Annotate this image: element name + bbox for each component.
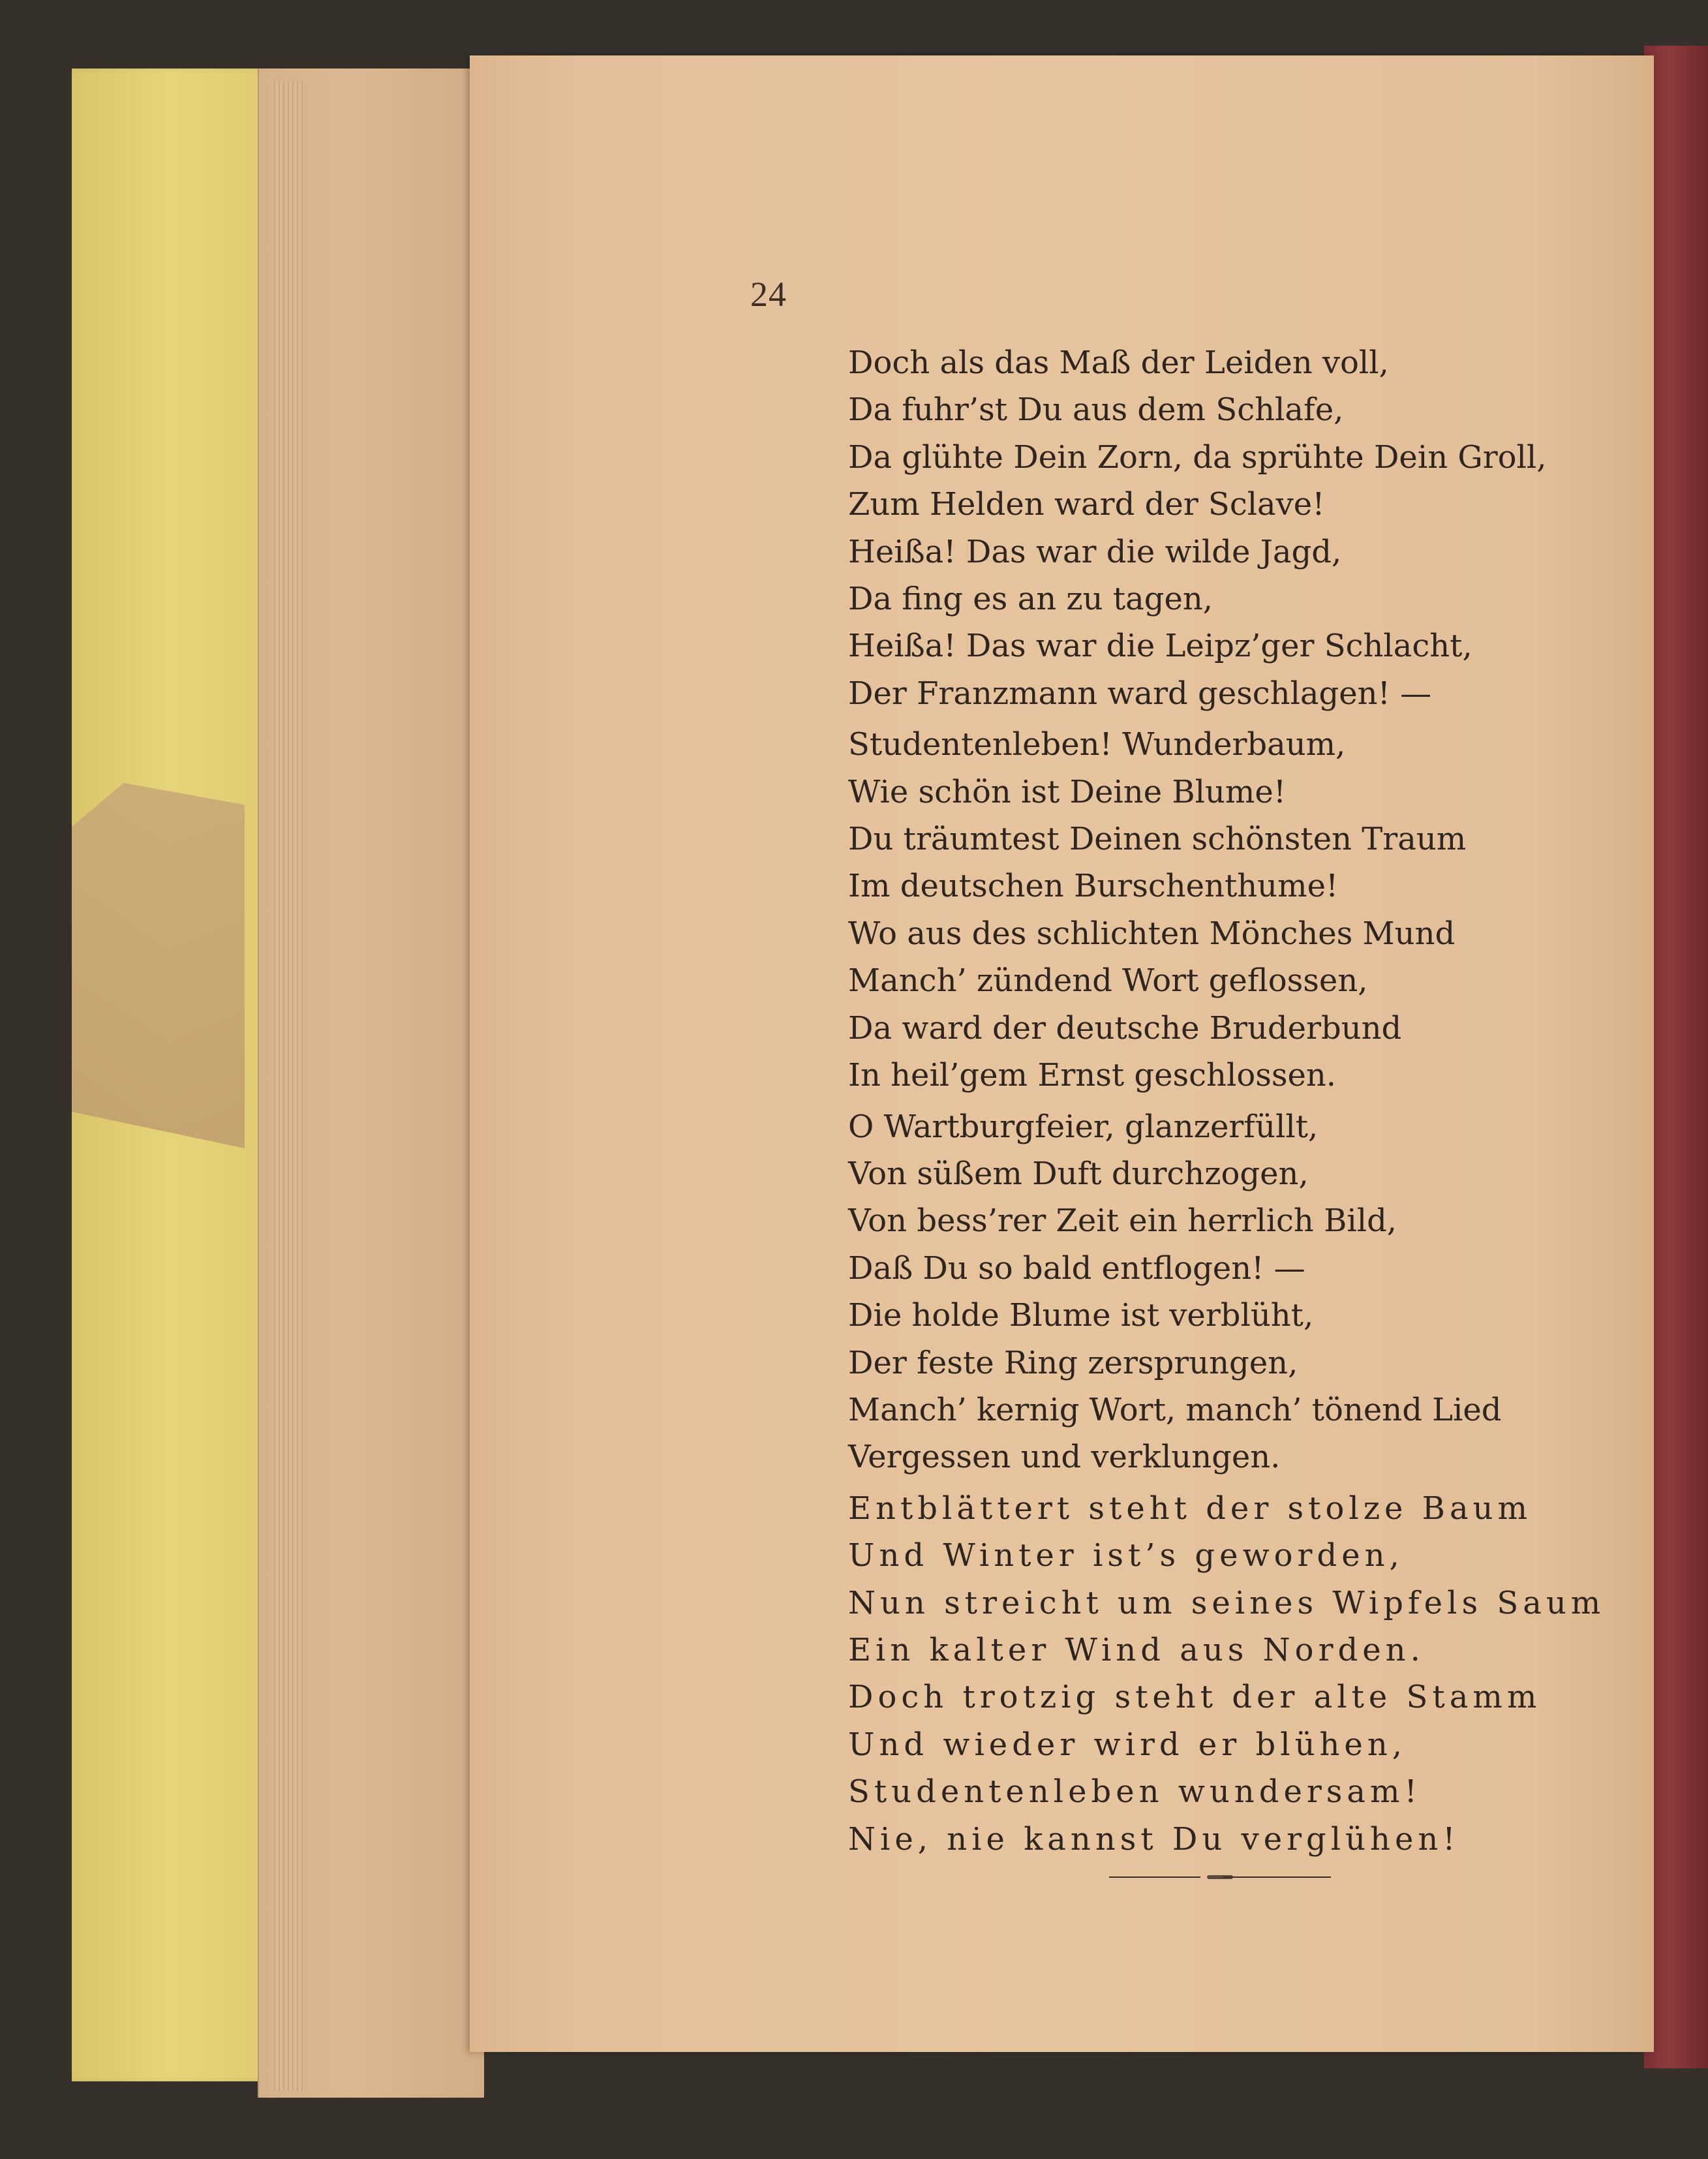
page-number: 24 [750,275,787,314]
stanza-1 [848,339,1618,717]
poem-line: Da ward der deutsche Bruderbund [848,1009,1402,1047]
poem-line: Wo aus des schlichten Mönches Mund [848,915,1456,952]
poem-line: Zum Helden ward der Sclave! [848,486,1325,523]
poem-line: Du träumtest Deinen schönsten Traum [848,821,1467,858]
poem-line: Von süßem Duft durchzogen, [848,1155,1309,1192]
poem-line: Daß Du so bald entflogen! — [848,1249,1305,1287]
poem-line: Die holde Blume ist verblüht, [848,1297,1314,1334]
poem-line: Nie, nie kannst Du verglühen! [848,1820,1460,1858]
poem-line: Da fing es an zu tagen, [848,581,1213,618]
poem-line: O Wartburgfeier, glanzerfüllt, [848,1108,1319,1145]
ornament-rule-left [1109,1876,1200,1878]
stanza-3 [848,1103,1618,1481]
page-stack-edges [274,82,303,2091]
poem-line: Studentenleben wundersam! [848,1773,1422,1811]
poem-line: Heißa! Das war die wilde Jagd, [848,533,1342,570]
poem-line: Heißa! Das war die Leipz’ger Schlacht, [848,628,1472,665]
poem-line: Da fuhr’st Du aus dem Schlafe, [848,391,1344,429]
stanza-2 [848,721,1618,1099]
poem-line: Ein kalter Wind aus Norden. [848,1631,1425,1668]
poem-line: Doch trotzig steht der alte Stamm [848,1679,1542,1716]
poem-line: Wie schön ist Deine Blume! [848,773,1287,810]
poem-line: Im deutschen Burschenthume! [848,868,1339,905]
poem-line: Manch’ zündend Wort geflossen, [848,962,1368,1000]
poem-line: Der feste Ring zersprungen, [848,1344,1298,1381]
poem-line: Der Franzmann ward geschlagen! — [848,675,1432,712]
poem-line: Und wieder wird er blühen, [848,1726,1407,1763]
poem-line: Vergessen und verklungen. [848,1439,1281,1476]
poem-line: Von bess’rer Zeit ein herrlich Bild, [848,1202,1397,1240]
poem-line: Und Winter ist’s geworden, [848,1537,1404,1574]
stanza-4 [848,1485,1618,1863]
poem-line: In heil’gem Ernst geschlossen. [848,1057,1337,1094]
poem-line: Studentenleben! Wunderbaum, [848,726,1346,763]
poem-line: Entblättert steht der stolze Baum [848,1490,1532,1527]
ornament-rule-right [1223,1876,1331,1878]
poem-line: Da glühte Dein Zorn, da sprühte Dein Groll, [848,438,1547,476]
poem-line: Nun streicht um seines Wipfels Saum [848,1584,1606,1621]
end-ornament [1109,1873,1331,1882]
poem-line: Manch’ kernig Wort, manch’ tönend Lied [848,1391,1502,1428]
poem [848,339,1618,1863]
paper-tab [72,783,245,1148]
poem-line: Doch als das Maß der Leiden voll, [848,345,1389,381]
